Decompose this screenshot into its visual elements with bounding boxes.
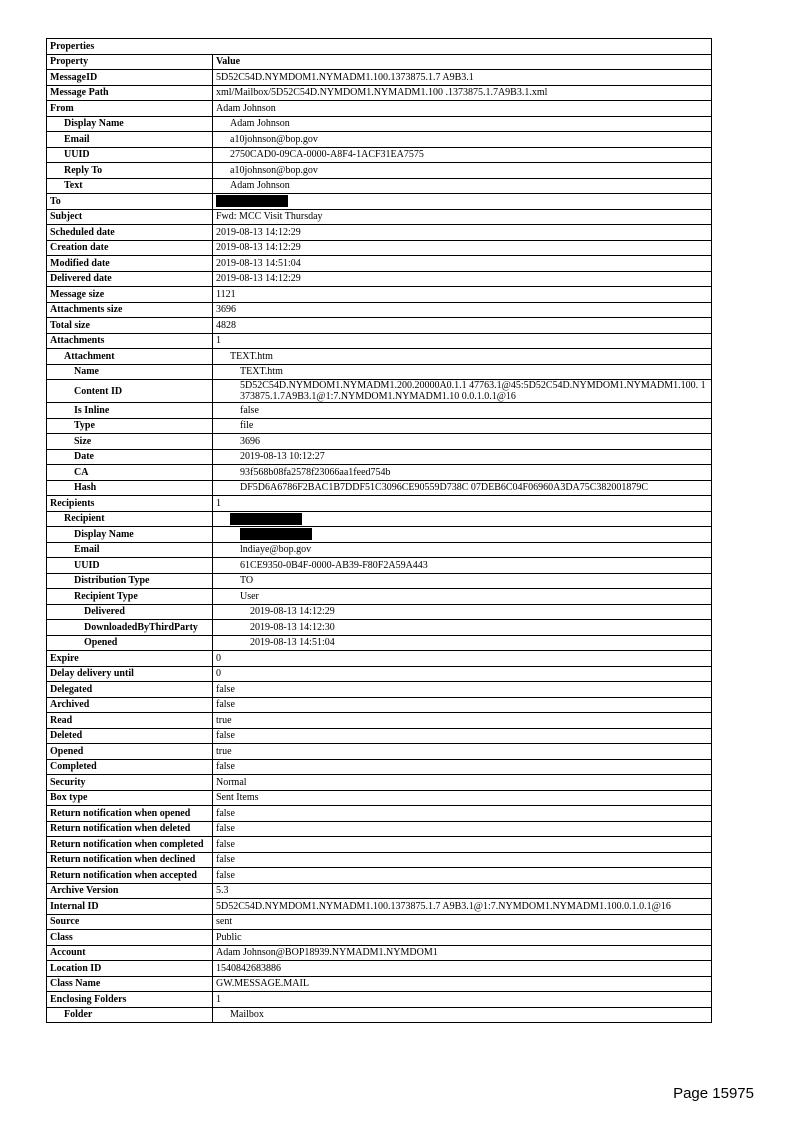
property-value: 1: [213, 496, 712, 512]
property-name: Delivered date: [47, 271, 213, 287]
property-name: Date: [47, 449, 213, 465]
table-row: [47, 713, 712, 729]
table-row: [47, 240, 712, 256]
table-row: [47, 364, 712, 380]
property-value: 2019-08-13 14:12:29: [213, 225, 712, 241]
property-value: 4828: [213, 318, 712, 334]
property-value: 0: [213, 666, 712, 682]
property-name: Delivered: [47, 604, 213, 620]
property-name: Total size: [47, 318, 213, 334]
table-row: [47, 333, 712, 349]
property-name: Class Name: [47, 976, 213, 992]
table-row: [47, 961, 712, 977]
table-row: [47, 744, 712, 760]
property-name: Source: [47, 914, 213, 930]
table-row: [47, 930, 712, 946]
property-name: Internal ID: [47, 899, 213, 915]
property-name: Attachments size: [47, 302, 213, 318]
property-name: Modified date: [47, 256, 213, 272]
property-value: [213, 194, 712, 210]
table-row: [47, 496, 712, 512]
redaction-box: [216, 195, 288, 207]
property-value: false: [213, 852, 712, 868]
header-row: [47, 54, 712, 70]
table-row: [47, 573, 712, 589]
redaction-box: [240, 528, 312, 540]
property-name: Recipients: [47, 496, 213, 512]
property-name: DownloadedByThirdParty: [47, 620, 213, 636]
table-row: [47, 225, 712, 241]
table-row: [47, 558, 712, 574]
table-row: [47, 821, 712, 837]
properties-table: [46, 38, 712, 1023]
property-name: CA: [47, 465, 213, 481]
table-row: [47, 775, 712, 791]
property-name: Archived: [47, 697, 213, 713]
property-value: 2019-08-13 14:12:29: [213, 271, 712, 287]
property-value: false: [213, 728, 712, 744]
property-name: Is Inline: [47, 403, 213, 419]
property-name: Security: [47, 775, 213, 791]
property-value: false: [213, 837, 712, 853]
property-value: 5D52C54D.NYMDOM1.NYMADM1.100.1373875.1.7 A9B3.1: [213, 70, 712, 86]
table-row: [47, 465, 712, 481]
property-value: a10johnson@bop.gov: [213, 132, 712, 148]
property-value: User: [213, 589, 712, 605]
property-value: TEXT.htm: [213, 349, 712, 365]
property-name: Deleted: [47, 728, 213, 744]
property-value: 5D52C54D.NYMDOM1.NYMADM1.200.20000A0.1.1 47763.1@45:5D52C54D.NYMDOM1.NYMADM1.100. 1373875.1.7A9B3.1@1:7.NYMDOM1.NYMADM1.10 0.0.1.0.1@16: [213, 380, 712, 403]
table-row: [47, 418, 712, 434]
table-row: [47, 449, 712, 465]
property-name: Return notification when accepted: [47, 868, 213, 884]
property-name: To: [47, 194, 213, 210]
property-name: Enclosing Folders: [47, 992, 213, 1008]
table-row: [47, 527, 712, 543]
property-value: 2019-08-13 14:12:29: [213, 604, 712, 620]
table-row: [47, 759, 712, 775]
property-value: 3696: [213, 302, 712, 318]
property-value: TEXT.htm: [213, 364, 712, 380]
property-value: Public: [213, 930, 712, 946]
property-value: true: [213, 713, 712, 729]
property-name: Text: [47, 178, 213, 194]
table-body: [47, 70, 712, 1023]
table-row: [47, 85, 712, 101]
property-name: UUID: [47, 558, 213, 574]
table-row: [47, 635, 712, 651]
property-name: Size: [47, 434, 213, 450]
property-name: Hash: [47, 480, 213, 496]
table-row: [47, 349, 712, 365]
table-row: [47, 976, 712, 992]
property-name: Attachment: [47, 349, 213, 365]
property-name: Box type: [47, 790, 213, 806]
property-value: Adam Johnson: [213, 178, 712, 194]
table-row: [47, 697, 712, 713]
property-name: Return notification when completed: [47, 837, 213, 853]
table-row: [47, 271, 712, 287]
table-row: [47, 589, 712, 605]
property-value: 2019-08-13 14:51:04: [213, 256, 712, 272]
property-name: Archive Version: [47, 883, 213, 899]
header-value: Value: [213, 54, 712, 70]
redaction-box: [230, 513, 302, 525]
property-value: Adam Johnson: [213, 116, 712, 132]
table-row: [47, 837, 712, 853]
property-value: false: [213, 821, 712, 837]
property-name: Email: [47, 132, 213, 148]
table-row: [47, 852, 712, 868]
property-value: TO: [213, 573, 712, 589]
property-name: Return notification when declined: [47, 852, 213, 868]
table-row: [47, 899, 712, 915]
table-row: [47, 682, 712, 698]
property-name: Recipient Type: [47, 589, 213, 605]
property-name: Scheduled date: [47, 225, 213, 241]
property-name: Class: [47, 930, 213, 946]
property-name: Completed: [47, 759, 213, 775]
table-row: [47, 1007, 712, 1023]
table-row: [47, 287, 712, 303]
property-value: 2019-08-13 10:12:27: [213, 449, 712, 465]
property-name: Content ID: [47, 380, 213, 403]
table-row: [47, 434, 712, 450]
property-value: 61CE9350-0B4F-0000-AB39-F80F2A59A443: [213, 558, 712, 574]
property-value: Adam Johnson@BOP18939.NYMADM1.NYMDOM1: [213, 945, 712, 961]
table-row: [47, 101, 712, 117]
table-row: [47, 651, 712, 667]
table-row: [47, 728, 712, 744]
table-row: [47, 945, 712, 961]
property-name: Opened: [47, 744, 213, 760]
property-value: 1: [213, 333, 712, 349]
property-value: 5D52C54D.NYMDOM1.NYMADM1.100.1373875.1.7 A9B3.1@1:7.NYMDOM1.NYMADM1.100.0.1.0.1@16: [213, 899, 712, 915]
property-value: 2750CAD0-09CA-0000-A8F4-1ACF31EA7575: [213, 147, 712, 163]
property-name: From: [47, 101, 213, 117]
property-value: false: [213, 868, 712, 884]
table-row: [47, 480, 712, 496]
property-value: false: [213, 759, 712, 775]
property-name: MessageID: [47, 70, 213, 86]
table-row: [47, 318, 712, 334]
property-name: Display Name: [47, 527, 213, 543]
property-name: Expire: [47, 651, 213, 667]
title-row: [47, 39, 712, 55]
property-value: false: [213, 403, 712, 419]
table-row: [47, 403, 712, 419]
property-name: Email: [47, 542, 213, 558]
property-value: file: [213, 418, 712, 434]
table-row: [47, 666, 712, 682]
property-name: Creation date: [47, 240, 213, 256]
table-row: [47, 116, 712, 132]
property-name: Attachments: [47, 333, 213, 349]
property-value: xml/Mailbox/5D52C54D.NYMDOM1.NYMADM1.100 .1373875.1.7A9B3.1.xml: [213, 85, 712, 101]
header-property: Property: [47, 54, 213, 70]
table-row: [47, 542, 712, 558]
table-row: [47, 302, 712, 318]
property-value: Mailbox: [213, 1007, 712, 1023]
property-value: 5.3: [213, 883, 712, 899]
property-value: sent: [213, 914, 712, 930]
property-name: Delay delivery until: [47, 666, 213, 682]
property-value: GW.MESSAGE.MAIL: [213, 976, 712, 992]
property-name: Delegated: [47, 682, 213, 698]
table-row: [47, 868, 712, 884]
table-row: [47, 992, 712, 1008]
property-value: Fwd: MCC Visit Thursday: [213, 209, 712, 225]
property-value: 1540842683886: [213, 961, 712, 977]
property-name: Read: [47, 713, 213, 729]
property-name: Location ID: [47, 961, 213, 977]
property-value: false: [213, 682, 712, 698]
table-row: [47, 380, 712, 403]
table-row: [47, 147, 712, 163]
property-value: [213, 511, 712, 527]
property-name: Return notification when opened: [47, 806, 213, 822]
property-name: Reply To: [47, 163, 213, 179]
property-name: Recipient: [47, 511, 213, 527]
property-value: [213, 527, 712, 543]
page-number: Page 15975: [673, 1085, 754, 1102]
table-row: [47, 914, 712, 930]
property-name: Display Name: [47, 116, 213, 132]
property-name: Distribution Type: [47, 573, 213, 589]
property-value: 3696: [213, 434, 712, 450]
table-row: [47, 163, 712, 179]
property-value: false: [213, 806, 712, 822]
property-value: Sent Items: [213, 790, 712, 806]
property-name: Subject: [47, 209, 213, 225]
table-row: [47, 132, 712, 148]
property-value: true: [213, 744, 712, 760]
property-name: UUID: [47, 147, 213, 163]
property-value: DF5D6A6786F2BAC1B7DDF51C3096CE90559D738C 07DEB6C04F06960A3DA75C382001879C: [213, 480, 712, 496]
property-name: Message size: [47, 287, 213, 303]
property-name: Folder: [47, 1007, 213, 1023]
table-row: [47, 620, 712, 636]
table-row: [47, 194, 712, 210]
property-value: 1121: [213, 287, 712, 303]
table-row: [47, 883, 712, 899]
property-name: Account: [47, 945, 213, 961]
property-value: 0: [213, 651, 712, 667]
table-row: [47, 790, 712, 806]
table-row: [47, 604, 712, 620]
property-value: Adam Johnson: [213, 101, 712, 117]
table-row: [47, 511, 712, 527]
table-row: [47, 178, 712, 194]
table-row: [47, 209, 712, 225]
property-value: 2019-08-13 14:51:04: [213, 635, 712, 651]
property-value: 2019-08-13 14:12:30: [213, 620, 712, 636]
property-value: lndiaye@bop.gov: [213, 542, 712, 558]
property-value: 93f568b08fa2578f23066aa1feed754b: [213, 465, 712, 481]
property-value: Normal: [213, 775, 712, 791]
table-row: [47, 70, 712, 86]
property-name: Name: [47, 364, 213, 380]
property-name: Return notification when deleted: [47, 821, 213, 837]
property-name: Message Path: [47, 85, 213, 101]
property-value: a10johnson@bop.gov: [213, 163, 712, 179]
property-value: false: [213, 697, 712, 713]
table-row: [47, 806, 712, 822]
property-name: Type: [47, 418, 213, 434]
property-value: 1: [213, 992, 712, 1008]
table-title: Properties: [47, 39, 712, 55]
property-value: 2019-08-13 14:12:29: [213, 240, 712, 256]
table-row: [47, 256, 712, 272]
property-name: Opened: [47, 635, 213, 651]
